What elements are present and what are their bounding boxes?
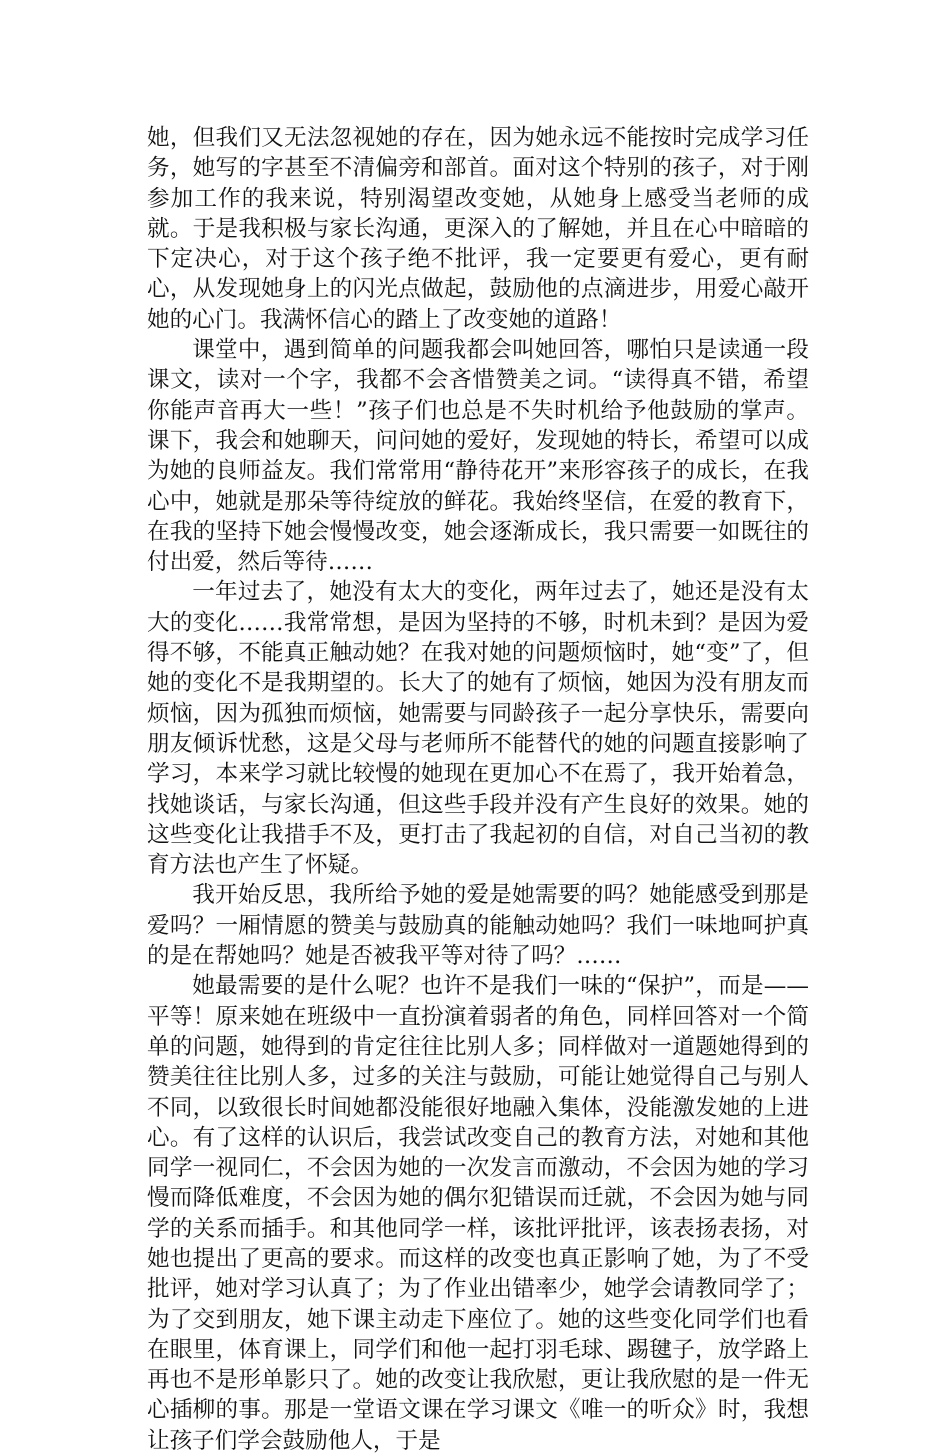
paragraph-1: 她，但我们又无法忽视她的存在，因为她永远不能按时完成学习任务，她写的字甚至不清偏旁和部首。面对这个特别的孩子，对于刚参加工作的我来说，特别渴望改变她，从她身上感受当老师的成就。于是我积极与家长沟通，更深入的了解她，并且在心中暗暗的下定决心，对于这个孩子绝不批评，我一定要更有爱心，更有耐心，从发现她身上的闪光点做起，鼓励他的点滴进步，用爱心敲开她的心门。我满怀信心的踏上了改变她的道路！ — [147, 125, 809, 333]
paragraph-2: 课堂中，遇到简单的问题我都会叫她回答，哪怕只是读通一段课文，读对一个字，我都不会吝惜赞美之词。“读得真不错，希望你能声音再大一些！”孩子们也总是不失时机给予他鼓励的掌声。课下，我会和她聊天，问问她的爱好，发现她的特长，希望可以成为她的良师益友。我们常常用“静待花开”来形容孩子的成长，在我心中，她就是那朵等待绽放的鲜花。我始终坚信，在爱的教育下，在我的坚持下她会慢慢改变，她会逐渐成长，我只需要一如既往的付出爱，然后等待…… — [147, 337, 809, 576]
paragraph-5: 她最需要的是什么呢？也许不是我们一味的“保护”，而是——平等！原来她在班级中一直扮演着弱者的角色，同样回答对一个简单的问题，她得到的肯定往往比别人多；同样做对一道题她得到的赞美往往比别人多，过多的关注与鼓励，可能让她觉得自己与别人不同，以致很长时间她都没能很好地融入集体，没能激发她的上进心。有了这样的认识后，我尝试改变自己的教育方法，对她和其他同学一视同仁，不会因为她的一次发言而激动，不会因为她的学习慢而降低难度，不会因为她的偶尔犯错误而迁就，不会因为她与同学的关系而插手。和其他同学一样，该批评批评，该表扬表扬，对她也提出了更高的要求。而这样的改变也真正影响了她，为了不受批评，她对学习认真了；为了作业出错率少，她学会请教同学了；为了交到朋友，她下课主动走下座位了。她的这些变化同学们也看在眼里，体育课上，同学们和他一起打羽毛球、踢毽子，放学路上再也不是形单影只了。她的改变让我欣慰，更让我欣慰的是一件无心插柳的事。那是一堂语文课在学习课文《唯一的听众》时，我想让孩子们学会鼓励他人，于是 — [147, 973, 809, 1454]
paragraph-3: 一年过去了，她没有太大的变化，两年过去了，她还是没有太大的变化……我常常想，是因为坚持的不够，时机未到？是因为爱得不够，不能真正触动她？在我对她的问题烦恼时，她“变”了，但她的变化不是我期望的。长大了的她有了烦恼，她因为没有朋友而烦恼，因为孤独而烦恼，她需要与同龄孩子一起分享快乐，需要向朋友倾诉忧愁，这是父母与老师所不能替代的她的问题直接影响了学习，本来学习就比较慢的她现在更加心不在焉了，我开始着急，找她谈话，与家长沟通，但这些手段并没有产生良好的效果。她的这些变化让我措手不及，更打击了我起初的自信，对自己当初的教育方法也产生了怀疑。 — [147, 579, 809, 879]
paragraph-4: 我开始反思，我所给予她的爱是她需要的吗？她能感受到那是爱吗？一厢情愿的赞美与鼓励真的能触动她吗？我们一味地呵护真的是在帮她吗？她是否被我平等对待了吗？…… — [147, 882, 809, 970]
essay-body — [147, 123, 809, 1456]
